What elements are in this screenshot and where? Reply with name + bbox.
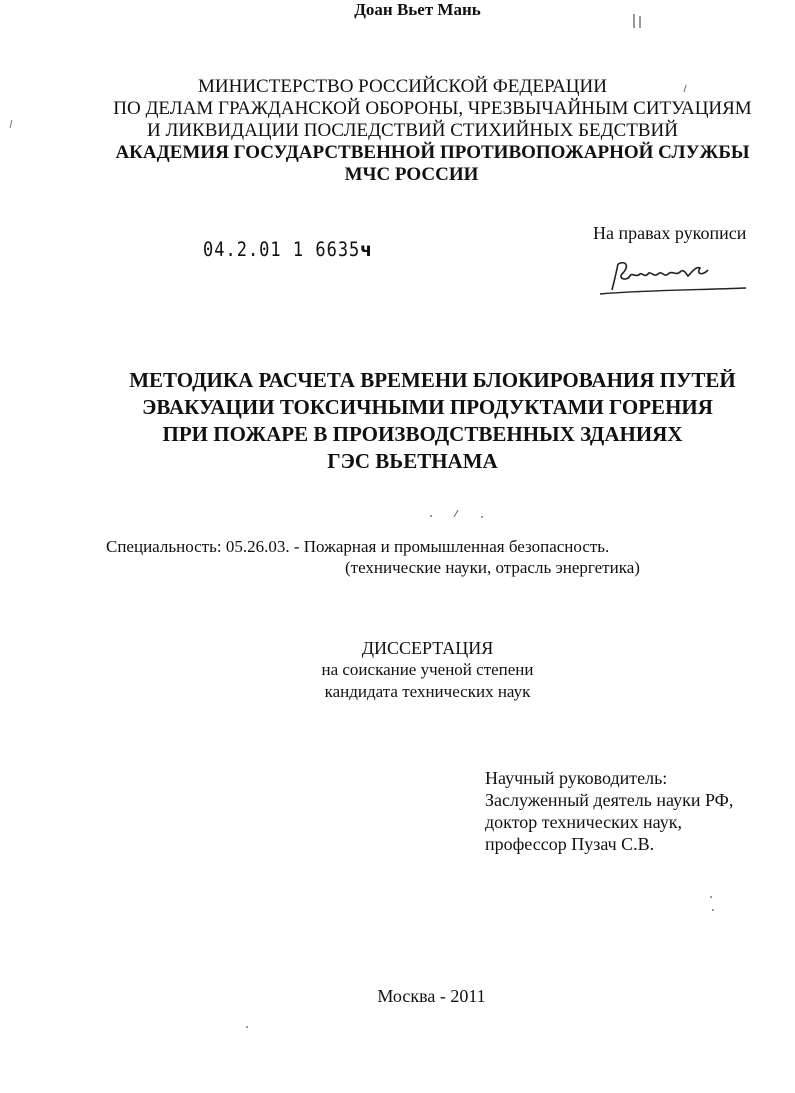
dissertation-block (0, 637, 795, 703)
supervisor-label: Научный руководитель: (485, 768, 668, 788)
scan-mark (710, 896, 712, 898)
specialty-line-1: Специальность: 05.26.03. - Пожарная и промышленная безопасность. (106, 537, 610, 556)
ministry-header (0, 76, 795, 186)
ministry-line-2: ПО ДЕЛАМ ГРАЖДАНСКОЙ ОБОРОНЫ, ЧРЕЗВЫЧАЙНЫМ СИТУАЦИЯМ (113, 98, 752, 119)
supervisor-degree: доктор технических наук, (485, 812, 682, 832)
scan-mark (246, 1026, 248, 1028)
title-line-1: МЕТОДИКА РАСЧЕТА ВРЕМЕНИ БЛОКИРОВАНИЯ ПУТЕЙ (129, 368, 736, 392)
specialty-line-2: (технические науки, отрасль энергетика) (345, 558, 640, 577)
signature-image (596, 252, 756, 302)
supervisor-block (485, 767, 733, 855)
scan-mark (430, 515, 432, 517)
scan-mark (481, 516, 483, 518)
title-line-2: ЭВАКУАЦИИ ТОКСИЧНЫМИ ПРОДУКТАМИ ГОРЕНИЯ (142, 395, 713, 419)
dissertation-heading: ДИССЕРТАЦИЯ (361, 638, 494, 658)
ministry-line-3: И ЛИКВИДАЦИИ ПОСЛЕДСТВИЙ СТИХИЙНЫХ БЕДСТВИЙ (146, 120, 678, 141)
rights-note: На правах рукописи (593, 223, 747, 243)
dissertation-line-2: кандидата технических наук (324, 682, 531, 701)
scan-mark (712, 909, 714, 911)
dissertation-title (0, 367, 795, 475)
ministry-line-1: МИНИСТЕРСТВО РОССИЙСКОЙ ФЕДЕРАЦИИ (198, 76, 607, 97)
stamp-number: 04.2.01 1 6635 (203, 238, 361, 262)
city-year: Москва - 2011 (377, 986, 486, 1006)
academy-name: АКАДЕМИЯ ГОСУДАРСТВЕННОЙ ПРОТИВОПОЖАРНОЙ СЛУЖБЫ (115, 142, 750, 163)
supervisor-name: профессор Пузач С.В. (485, 834, 655, 854)
mchs-name: МЧС РОССИИ (344, 164, 479, 185)
author-name: Доан Вьет Мань (354, 0, 481, 19)
title-line-4: ГЭС ВЬЕТНАМА (327, 449, 498, 473)
title-line-3: ПРИ ПОЖАРЕ В ПРОИЗВОДСТВЕННЫХ ЗДАНИЯХ (162, 422, 683, 446)
registration-stamp: 04.2.01 1 6635ч (203, 238, 373, 262)
scan-mark (454, 510, 458, 517)
dissertation-line-1: на соискание ученой степени (321, 660, 534, 679)
supervisor-rank: Заслуженный деятель науки РФ, (485, 790, 734, 810)
